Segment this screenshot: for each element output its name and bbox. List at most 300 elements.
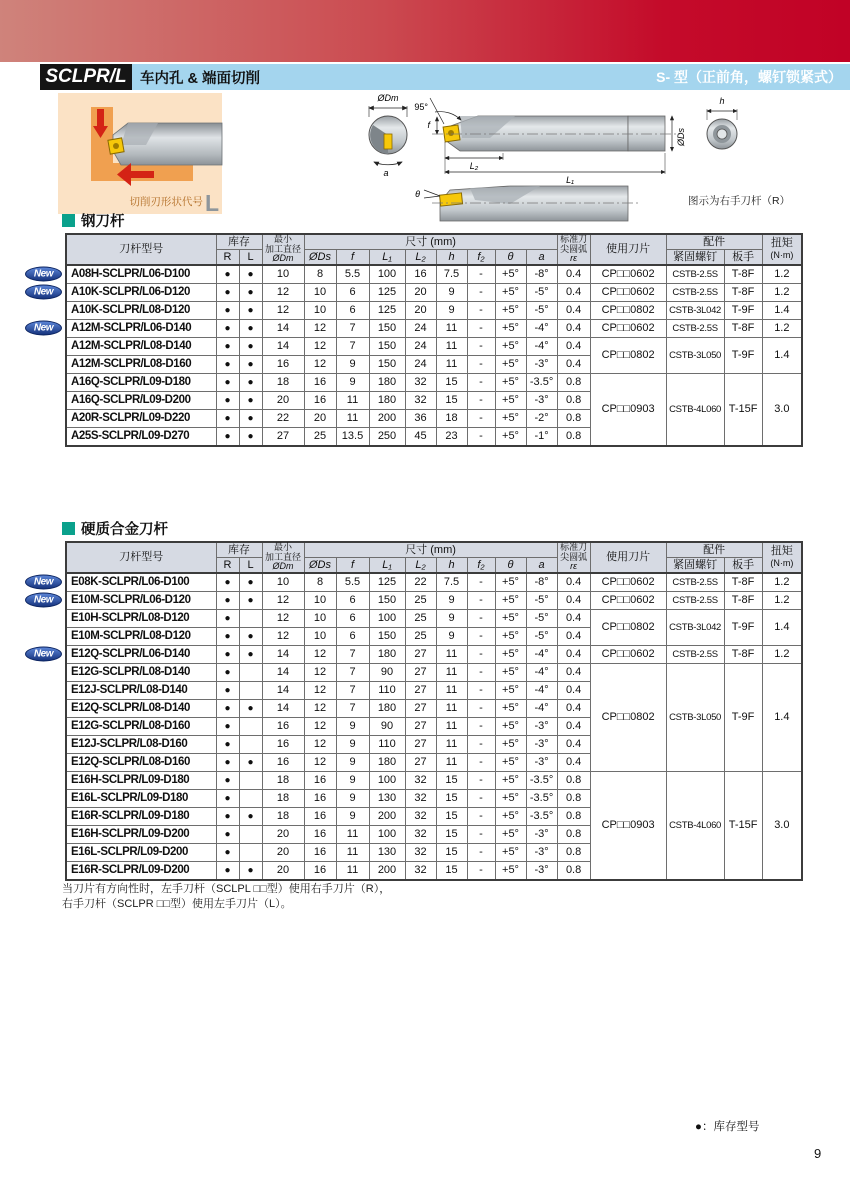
stock-r-cell: ● [216, 645, 239, 663]
insert-cell: CP□□0903 [590, 771, 666, 880]
ds-cell: 12 [304, 699, 336, 717]
insert-cell: CP□□0802 [590, 337, 666, 373]
h-cell: 11 [436, 319, 467, 337]
dm-cell: 14 [262, 699, 304, 717]
re-cell: 0.8 [557, 391, 590, 409]
l1-cell: 130 [369, 789, 405, 807]
torque-cell: 1.2 [762, 573, 802, 592]
stock-l-cell: ● [239, 337, 262, 355]
screw-cell: CSTB-3L042 [666, 301, 724, 319]
wrench-cell: T-9F [724, 609, 762, 645]
spec-row [66, 645, 802, 663]
dm-cell: 16 [262, 735, 304, 753]
spec-row [66, 573, 802, 592]
insert-cell: CP□□0602 [590, 573, 666, 592]
l2-cell: 27 [405, 645, 436, 663]
ds-cell: 10 [304, 591, 336, 609]
h-cell: 18 [436, 409, 467, 427]
col-l: L [239, 557, 262, 572]
h-cell: 11 [436, 355, 467, 373]
stock-r-cell: ● [216, 319, 239, 337]
theta-cell: +5° [495, 355, 526, 373]
spec-row [66, 337, 802, 355]
insert-cell: CP□□0602 [590, 645, 666, 663]
h-cell: 23 [436, 427, 467, 446]
col-dim: ØDs [304, 557, 336, 572]
stock-l-cell: ● [239, 409, 262, 427]
end-view-hole [717, 129, 727, 139]
h-cell: 15 [436, 771, 467, 789]
stock-l-cell [239, 843, 262, 861]
col-dim: L₁ [369, 249, 405, 264]
theta-cell: +5° [495, 843, 526, 861]
stock-r-cell: ● [216, 843, 239, 861]
insert-cell: CP□□0602 [590, 319, 666, 337]
h-cell: 11 [436, 717, 467, 735]
f2-cell: - [467, 789, 495, 807]
f2-cell: - [467, 735, 495, 753]
wrench-cell: T-9F [724, 301, 762, 319]
product-code: SCLPR/L [45, 66, 127, 87]
a-cell: -4° [526, 645, 557, 663]
a-cell: -5° [526, 609, 557, 627]
stock-r-cell: ● [216, 771, 239, 789]
dm-cell: 14 [262, 337, 304, 355]
new-badge: New [25, 593, 62, 608]
stock-l-cell: ● [239, 699, 262, 717]
re-cell: 0.4 [557, 301, 590, 319]
col-model: 刀杆型号 [66, 542, 216, 573]
h-cell: 7.5 [436, 265, 467, 284]
spec-row [66, 265, 802, 284]
h-cell: 15 [436, 391, 467, 409]
col-torque: 扭矩 (N·m) [762, 542, 802, 573]
table-header [66, 234, 802, 265]
screw-cell: CSTB-2.5S [666, 645, 724, 663]
col-accessories: 配件 [666, 234, 762, 249]
f2-cell: - [467, 771, 495, 789]
ds-cell: 12 [304, 753, 336, 771]
l1-cell: 90 [369, 717, 405, 735]
h-cell: 9 [436, 609, 467, 627]
wrench-cell: T-8F [724, 573, 762, 592]
model-cell: A16Q-SCLPR/L09-D200 [66, 391, 216, 409]
l2-cell: 32 [405, 771, 436, 789]
l1-cell: 150 [369, 337, 405, 355]
dm-cell: 22 [262, 409, 304, 427]
f-cell: 6 [336, 301, 369, 319]
a-cell: -4° [526, 319, 557, 337]
theta-cell: +5° [495, 807, 526, 825]
re-cell: 0.8 [557, 771, 590, 789]
side-view-shank [628, 116, 665, 151]
theta-cell: +5° [495, 319, 526, 337]
l1-cell: 180 [369, 373, 405, 391]
h-cell: 11 [436, 753, 467, 771]
a-cell: -4° [526, 699, 557, 717]
stock-r-cell: ● [216, 301, 239, 319]
dm-cell: 14 [262, 681, 304, 699]
stock-l-cell: ● [239, 753, 262, 771]
col-wrench: 板手 [724, 249, 762, 264]
model-cell: A16Q-SCLPR/L09-D180 [66, 373, 216, 391]
theta-cell: +5° [495, 609, 526, 627]
model-cell: E12Q-SCLPR/L08-D160 [66, 753, 216, 771]
col-dim: L₂ [405, 557, 436, 572]
re-cell: 0.8 [557, 409, 590, 427]
l2-cell: 24 [405, 319, 436, 337]
ds-cell: 10 [304, 609, 336, 627]
col-dim: a [526, 249, 557, 264]
re-cell: 0.4 [557, 717, 590, 735]
theta-cell: +5° [495, 283, 526, 301]
re-cell: 0.4 [557, 645, 590, 663]
insert-screw [113, 143, 119, 149]
stock-legend: ●：库存型号 [695, 1121, 760, 1133]
new-badge: New [25, 285, 62, 300]
f2-cell: - [467, 319, 495, 337]
torque-cell: 1.2 [762, 319, 802, 337]
col-r: R [216, 557, 239, 572]
l1-cell: 200 [369, 409, 405, 427]
col-wrench: 板手 [724, 557, 762, 572]
wrench-cell: T-8F [724, 265, 762, 284]
a-cell: -5° [526, 301, 557, 319]
l1-cell: 180 [369, 699, 405, 717]
stock-l-cell [239, 717, 262, 735]
f2-cell: - [467, 283, 495, 301]
ds-cell: 16 [304, 861, 336, 880]
re-cell: 0.4 [557, 735, 590, 753]
re-cell: 0.8 [557, 843, 590, 861]
col-dim: h [436, 557, 467, 572]
f2-cell: - [467, 427, 495, 446]
spec-row [66, 373, 802, 391]
f2-cell: - [467, 609, 495, 627]
bottom-insert [440, 193, 463, 206]
a-cell: -4° [526, 663, 557, 681]
theta-cell: +5° [495, 373, 526, 391]
spec-row [66, 283, 802, 301]
a-cell: -3.5° [526, 373, 557, 391]
re-cell: 0.4 [557, 753, 590, 771]
a-cell: -4° [526, 337, 557, 355]
l2-cell: 25 [405, 609, 436, 627]
f-cell: 7 [336, 699, 369, 717]
dim-l1-label: L₁ [566, 175, 574, 185]
theta-cell: +5° [495, 771, 526, 789]
dm-cell: 16 [262, 717, 304, 735]
l2-cell: 32 [405, 373, 436, 391]
stock-l-cell [239, 681, 262, 699]
f-cell: 9 [336, 771, 369, 789]
screw-cell: CSTB-3L050 [666, 663, 724, 771]
dim-dm-label: ØDm [377, 93, 399, 103]
stock-l-cell: ● [239, 283, 262, 301]
section-title-steel [62, 210, 125, 231]
model-cell: E16L-SCLPR/L09-D180 [66, 789, 216, 807]
h-cell: 11 [436, 681, 467, 699]
ds-cell: 10 [304, 301, 336, 319]
f2-cell: - [467, 391, 495, 409]
col-torque: 扭矩 (N·m) [762, 234, 802, 265]
stock-l-cell: ● [239, 591, 262, 609]
page-title-bar [0, 64, 850, 90]
dm-cell: 12 [262, 283, 304, 301]
f2-cell: - [467, 699, 495, 717]
f2-cell: - [467, 843, 495, 861]
stock-l-cell [239, 609, 262, 627]
re-cell: 0.8 [557, 825, 590, 843]
theta-cell: +5° [495, 627, 526, 645]
theta-cell: +5° [495, 861, 526, 880]
ds-cell: 20 [304, 409, 336, 427]
f2-cell: - [467, 409, 495, 427]
ds-cell: 12 [304, 355, 336, 373]
l1-cell: 125 [369, 283, 405, 301]
f-cell: 11 [336, 825, 369, 843]
wrench-cell: T-8F [724, 591, 762, 609]
col-dims: 尺寸 (mm) [304, 542, 557, 557]
h-cell: 15 [436, 373, 467, 391]
h-cell: 15 [436, 789, 467, 807]
h-cell: 11 [436, 735, 467, 753]
f2-cell: - [467, 627, 495, 645]
h-cell: 9 [436, 301, 467, 319]
torque-cell: 1.4 [762, 337, 802, 373]
stock-l-cell [239, 663, 262, 681]
a-cell: -3° [526, 735, 557, 753]
stock-l-cell: ● [239, 645, 262, 663]
ds-cell: 12 [304, 337, 336, 355]
re-cell: 0.8 [557, 427, 590, 446]
re-cell: 0.4 [557, 627, 590, 645]
ds-cell: 12 [304, 645, 336, 663]
stock-r-cell: ● [216, 735, 239, 753]
f-cell: 13.5 [336, 427, 369, 446]
model-cell: New E10M-SCLPR/L06-D120 [66, 591, 216, 609]
l1-cell: 100 [369, 609, 405, 627]
stock-r-cell: ● [216, 265, 239, 284]
f-cell: 7 [336, 681, 369, 699]
f-cell: 9 [336, 717, 369, 735]
col-dim: L₂ [405, 249, 436, 264]
spec-row [66, 609, 802, 627]
l1-cell: 180 [369, 391, 405, 409]
h-cell: 9 [436, 283, 467, 301]
col-dims: 尺寸 (mm) [304, 234, 557, 249]
l1-cell: 125 [369, 573, 405, 592]
ds-cell: 16 [304, 771, 336, 789]
torque-cell: 1.2 [762, 645, 802, 663]
f-cell: 9 [336, 789, 369, 807]
f-cell: 6 [336, 609, 369, 627]
insert-cell: CP□□0802 [590, 663, 666, 771]
f2-cell: - [467, 807, 495, 825]
l2-cell: 27 [405, 663, 436, 681]
torque-cell: 1.4 [762, 301, 802, 319]
model-cell: E16R-SCLPR/L09-D180 [66, 807, 216, 825]
a-cell: -3.5° [526, 807, 557, 825]
re-cell: 0.4 [557, 319, 590, 337]
l2-cell: 16 [405, 265, 436, 284]
model-cell: A10K-SCLPR/L08-D120 [66, 301, 216, 319]
dim-h-label: h [719, 96, 725, 106]
l1-cell: 200 [369, 861, 405, 880]
f2-cell: - [467, 645, 495, 663]
f-cell: 9 [336, 807, 369, 825]
footnote-line1: 当刀片有方向性时，左手刀杆（SCLPL □□型）使用右手刀片（R）， [62, 883, 391, 895]
h-cell: 15 [436, 825, 467, 843]
torque-cell: 3.0 [762, 373, 802, 446]
col-insert: 使用刀片 [590, 234, 666, 265]
h-cell: 15 [436, 843, 467, 861]
re-cell: 0.4 [557, 663, 590, 681]
dim-theta-label: θ [415, 189, 420, 199]
wrench-cell: T-8F [724, 283, 762, 301]
stock-l-cell: ● [239, 301, 262, 319]
model-cell: E16H-SCLPR/L09-D200 [66, 825, 216, 843]
h-cell: 9 [436, 591, 467, 609]
product-code-box [40, 64, 132, 90]
ds-cell: 12 [304, 663, 336, 681]
re-cell: 0.4 [557, 355, 590, 373]
ds-cell: 8 [304, 573, 336, 592]
new-badge: New [25, 267, 62, 282]
screw-cell: CSTB-3L050 [666, 337, 724, 373]
model-cell: E16H-SCLPR/L09-D180 [66, 771, 216, 789]
f-cell: 9 [336, 753, 369, 771]
screw-cell: CSTB-3L042 [666, 609, 724, 645]
h-cell: 15 [436, 861, 467, 880]
l1-cell: 130 [369, 843, 405, 861]
stock-r-cell: ● [216, 355, 239, 373]
new-badge: New [25, 321, 62, 336]
screw-cell: CSTB-2.5S [666, 591, 724, 609]
f2-cell: - [467, 753, 495, 771]
h-cell: 9 [436, 627, 467, 645]
theta-cell: +5° [495, 573, 526, 592]
l2-cell: 27 [405, 753, 436, 771]
footnote [62, 882, 390, 912]
ds-cell: 16 [304, 373, 336, 391]
l2-cell: 20 [405, 283, 436, 301]
screw-cell: CSTB-4L060 [666, 373, 724, 446]
l1-cell: 100 [369, 825, 405, 843]
section-square-icon [62, 214, 75, 227]
dm-cell: 18 [262, 789, 304, 807]
a-cell: -3° [526, 717, 557, 735]
a-cell: -3° [526, 861, 557, 880]
l1-cell: 110 [369, 681, 405, 699]
dm-cell: 16 [262, 355, 304, 373]
col-dim: L₁ [369, 557, 405, 572]
model-cell: E12J-SCLPR/L08-D160 [66, 735, 216, 753]
col-dim: f [336, 557, 369, 572]
stock-r-cell: ● [216, 807, 239, 825]
model-cell: New E12Q-SCLPR/L06-D140 [66, 645, 216, 663]
f-cell: 7 [336, 319, 369, 337]
re-cell: 0.8 [557, 861, 590, 880]
l2-cell: 25 [405, 591, 436, 609]
stock-r-cell: ● [216, 699, 239, 717]
spec-table-carbide [33, 541, 803, 881]
model-cell: E16L-SCLPR/L09-D200 [66, 843, 216, 861]
a-cell: -3.5° [526, 789, 557, 807]
stock-r-cell: ● [216, 825, 239, 843]
re-cell: 0.4 [557, 609, 590, 627]
theta-cell: +5° [495, 735, 526, 753]
l2-cell: 27 [405, 735, 436, 753]
dm-cell: 14 [262, 645, 304, 663]
col-dim: f₂ [467, 249, 495, 264]
dm-cell: 12 [262, 301, 304, 319]
spec-row [66, 319, 802, 337]
stock-r-cell: ● [216, 609, 239, 627]
torque-cell: 1.4 [762, 663, 802, 771]
l1-cell: 150 [369, 627, 405, 645]
f-cell: 11 [336, 861, 369, 880]
theta-cell: +5° [495, 265, 526, 284]
re-cell: 0.4 [557, 573, 590, 592]
col-dim: θ [495, 249, 526, 264]
l1-cell: 250 [369, 427, 405, 446]
new-badge: New [25, 575, 62, 590]
stock-r-cell: ● [216, 681, 239, 699]
col-dim: f₂ [467, 557, 495, 572]
stock-l-cell [239, 735, 262, 753]
stock-r-cell: ● [216, 427, 239, 446]
stock-r-cell: ● [216, 573, 239, 592]
l2-cell: 24 [405, 355, 436, 373]
dm-cell: 14 [262, 663, 304, 681]
stock-r-cell: ● [216, 717, 239, 735]
a-cell: -1° [526, 427, 557, 446]
col-screw: 紧固螺钉 [666, 249, 724, 264]
f2-cell: - [467, 717, 495, 735]
model-cell: E10H-SCLPR/L08-D120 [66, 609, 216, 627]
l1-cell: 125 [369, 301, 405, 319]
a-cell: -5° [526, 283, 557, 301]
f-cell: 11 [336, 391, 369, 409]
torque-cell: 1.2 [762, 283, 802, 301]
theta-cell: +5° [495, 663, 526, 681]
table-header [66, 542, 802, 573]
footnote-line2: 右手刀杆（SCLPR □□型）使用左手刀片（L）。 [62, 898, 292, 910]
torque-cell: 1.2 [762, 265, 802, 284]
torque-cell: 1.2 [762, 591, 802, 609]
h-cell: 11 [436, 337, 467, 355]
stock-r-cell: ● [216, 789, 239, 807]
model-cell: E12Q-SCLPR/L08-D140 [66, 699, 216, 717]
ds-cell: 16 [304, 789, 336, 807]
f2-cell: - [467, 265, 495, 284]
theta-cell: +5° [495, 301, 526, 319]
f2-cell: - [467, 663, 495, 681]
dm-cell: 20 [262, 861, 304, 880]
stock-l-cell: ● [239, 373, 262, 391]
insert-cell: CP□□0602 [590, 283, 666, 301]
stock-l-cell: ● [239, 355, 262, 373]
wrench-cell: T-8F [724, 645, 762, 663]
a-cell: -3° [526, 753, 557, 771]
model-cell: E12G-SCLPR/L08-D140 [66, 663, 216, 681]
dim-l2-label: L₂ [469, 161, 479, 171]
model-cell: A12M-SCLPR/L08-D140 [66, 337, 216, 355]
spec-row [66, 591, 802, 609]
l2-cell: 32 [405, 825, 436, 843]
insert-cell: CP□□0903 [590, 373, 666, 446]
